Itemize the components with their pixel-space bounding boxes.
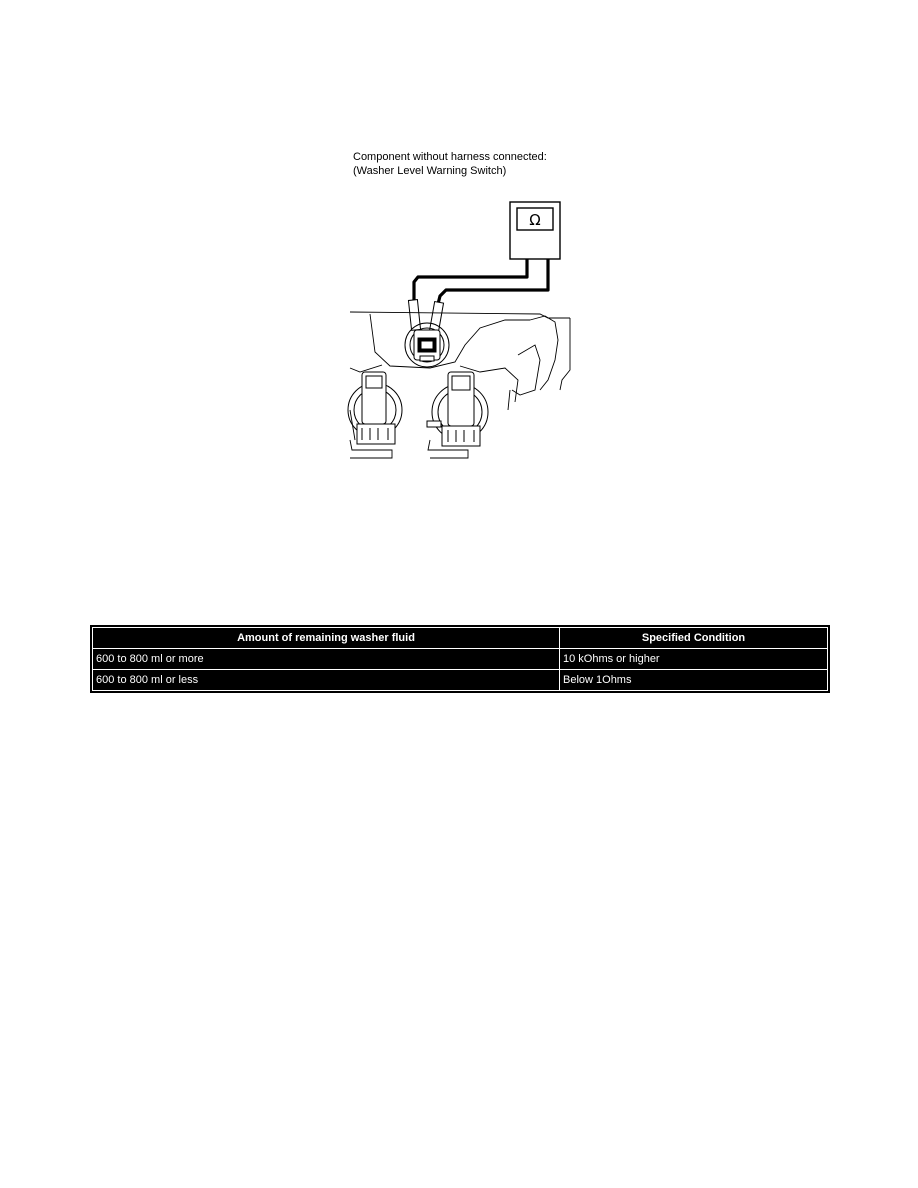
ohm-symbol: Ω: [529, 211, 541, 229]
spec-table-grid: [92, 627, 828, 691]
caption-line-1: Component without harness connected:: [353, 151, 547, 163]
cell-condition: Below 1Ohms: [560, 670, 828, 691]
specification-table: [90, 625, 830, 693]
diagram-caption: [353, 150, 547, 178]
cell-fluid-amount: 600 to 800 ml or more: [93, 649, 560, 670]
connector-left: [348, 372, 402, 444]
test-diagram: [330, 140, 580, 465]
cell-fluid-amount: 600 to 800 ml or less: [93, 670, 560, 691]
connector-right: [427, 372, 488, 446]
cell-condition: 10 kOhms or higher: [560, 649, 828, 670]
washer-level-switch-illustration: [330, 140, 580, 465]
ohmmeter-icon: [510, 202, 560, 259]
caption-line-2: (Washer Level Warning Switch): [353, 165, 507, 177]
table-header-row: [93, 628, 828, 649]
connector-icon: [405, 323, 449, 367]
table-row: [93, 670, 828, 691]
table-row: [93, 649, 828, 670]
header-remaining-fluid: Amount of remaining washer fluid: [93, 628, 560, 649]
header-specified-condition: Specified Condition: [560, 628, 828, 649]
